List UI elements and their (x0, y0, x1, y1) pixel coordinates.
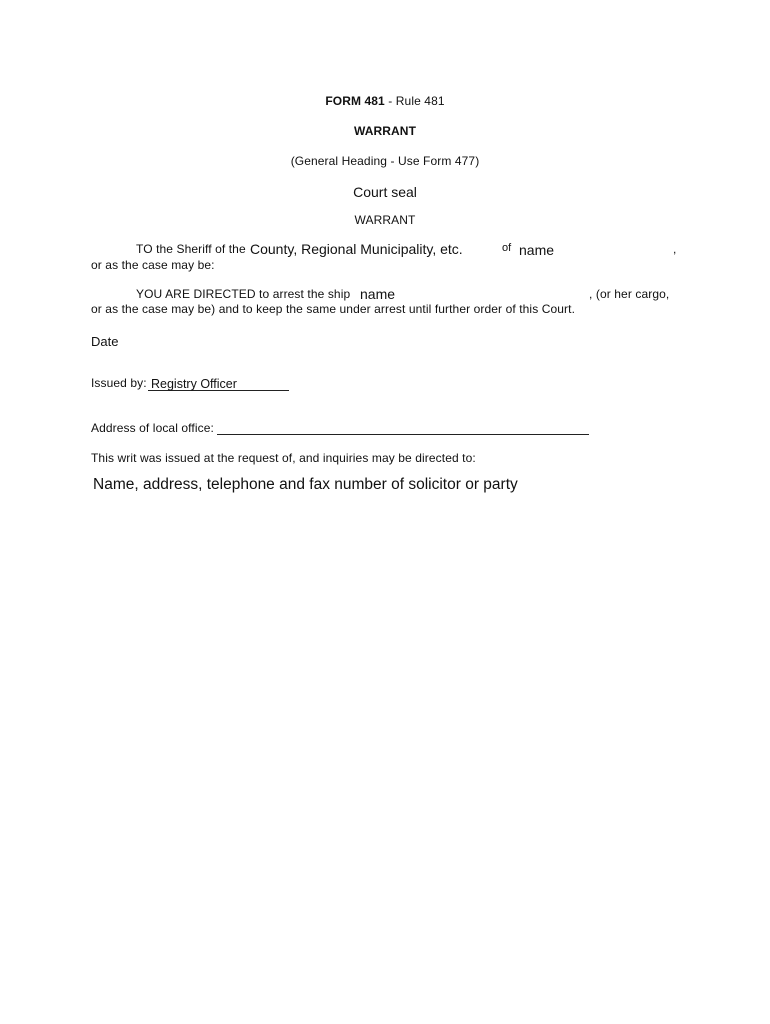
cargo-text: , (or her cargo, (589, 287, 670, 301)
warrant-subtitle: WARRANT (354, 213, 416, 227)
form-number-heading (0, 94, 770, 108)
case-may-be-text: or as the case may be: (91, 258, 215, 272)
rule-label: - Rule 481 (384, 94, 445, 108)
form-title (0, 124, 770, 138)
county-field[interactable]: County, Regional Municipality, etc. (250, 241, 463, 257)
title-text: WARRANT (353, 124, 417, 138)
general-heading: (General Heading - Use Form 477) (290, 154, 480, 168)
court-seal: Court seal (353, 184, 417, 200)
issued-by-field[interactable] (148, 377, 289, 391)
issued-by-label: Issued by: (91, 376, 147, 390)
sheriff-lead-text: TO the Sheriff of the (136, 242, 246, 256)
form-label: FORM 481 (325, 94, 385, 108)
address-label: Address of local office: (91, 421, 214, 435)
sheriff-name-field[interactable]: name (519, 242, 555, 258)
directed-lead-text: YOU ARE DIRECTED to arrest the ship (136, 287, 351, 301)
of-label: of (502, 242, 512, 254)
address-field[interactable] (217, 421, 589, 435)
solicitor-field[interactable]: Name, address, telephone and fax number of solicitor or party (93, 476, 518, 493)
request-text: This writ was issued at the request of, and inquiries may be directed to: (91, 451, 476, 465)
issued-by-value: Registry Officer (151, 377, 237, 391)
comma: , (673, 242, 677, 256)
date-label: Date (91, 334, 119, 349)
arrest-order-text: or as the case may be) and to keep the same under arrest until further order of this Court. (91, 302, 576, 316)
ship-name-field[interactable]: name (360, 286, 396, 302)
